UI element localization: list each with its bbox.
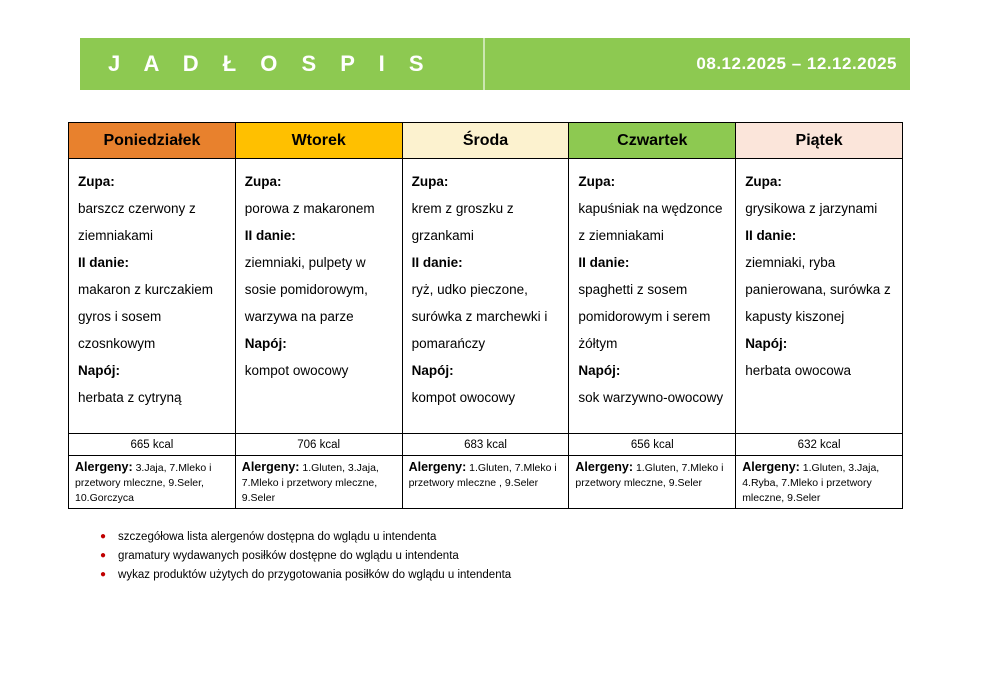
- day-header-wtorek: Wtorek: [235, 123, 402, 159]
- allergen-row: [69, 456, 903, 509]
- course-text: herbata z cytryną: [78, 390, 182, 405]
- course-label: Zupa:: [78, 174, 115, 189]
- bullet-icon: ●: [100, 550, 107, 561]
- note-text: gramatury wydawanych posiłków dostępne do wglądu u intendenta: [118, 550, 459, 562]
- day-header-czwartek: Czwartek: [569, 123, 736, 159]
- kcal-row: [69, 434, 903, 456]
- banner-date-section: [483, 38, 910, 90]
- course-label: Zupa:: [578, 174, 616, 189]
- day-header-sroda: Środa: [402, 123, 569, 159]
- allergens-poniedzialek: [69, 456, 236, 509]
- note-text: szczegółowa lista alergenów dostępna do wglądu u intendenta: [118, 531, 437, 543]
- page-title: J A D Ł O S P I S: [108, 51, 433, 76]
- course-label: II danie:: [745, 228, 797, 243]
- meals-czwartek: [569, 159, 736, 434]
- course-label: Zupa:: [244, 174, 282, 189]
- allergens-label: Alergeny:: [575, 460, 634, 474]
- kcal-piatek: 632 kcal: [736, 434, 903, 456]
- course-text: spaghetti z sosem pomidorowym i serem żółtym: [578, 282, 711, 351]
- course-text: grysikowa z jarzynami: [745, 201, 878, 216]
- course-text: ryż, udko pieczone, surówka z marchewki i pomarańczy: [411, 282, 548, 351]
- date-range: 08.12.2025 – 12.12.2025: [696, 54, 897, 73]
- course-label: Napój:: [411, 363, 454, 378]
- course-text: ziemniaki, ryba panierowana, surówka z kapusty kiszonej: [745, 255, 891, 324]
- kcal-wtorek: 706 kcal: [235, 434, 402, 456]
- course-label: II danie:: [578, 255, 630, 270]
- course-text: ziemniaki, pulpety w sosie pomidorowym, warzywa na parze: [244, 255, 368, 324]
- course-label: II danie:: [411, 255, 463, 270]
- meals-sroda: [402, 159, 569, 434]
- list-item: [100, 531, 511, 543]
- allergens-text: 1.Gluten, 3.Jaja, 7.Mleko i przetwory mleczne, 9.Seler: [241, 462, 379, 504]
- bullet-icon: ●: [100, 569, 107, 580]
- meals-row: [69, 159, 903, 434]
- kcal-poniedzialek: 665 kcal: [69, 434, 236, 456]
- allergens-label: Alergeny:: [75, 460, 133, 474]
- meals-wtorek: [235, 159, 402, 434]
- allergens-sroda: [402, 456, 569, 509]
- allergens-label: Alergeny:: [742, 460, 800, 474]
- course-label: Napój:: [578, 363, 621, 378]
- allergens-wtorek: [235, 456, 402, 509]
- allergens-text: 1.Gluten, 3.Jaja, 4.Ryba, 7.Mleko i przetwory mleczne, 9.Seler: [742, 462, 880, 504]
- course-text: kapuśniak na wędzonce z ziemniakami: [578, 201, 723, 243]
- allergens-piatek: [736, 456, 903, 509]
- banner: [80, 38, 910, 90]
- course-text: barszcz czerwony z ziemniakami: [78, 201, 196, 243]
- day-header-row: [69, 123, 903, 159]
- day-header-piatek: Piątek: [736, 123, 903, 159]
- course-text: makaron z kurczakiem gyros i sosem czosnkowym: [78, 282, 214, 351]
- banner-title-section: [80, 38, 483, 90]
- course-label: Napój:: [745, 336, 788, 351]
- allergens-czwartek: [569, 456, 736, 509]
- day-header-poniedzialek: Poniedziałek: [69, 123, 236, 159]
- kcal-czwartek: 656 kcal: [569, 434, 736, 456]
- kcal-sroda: 683 kcal: [402, 434, 569, 456]
- course-label: Napój:: [244, 336, 287, 351]
- course-label: Napój:: [78, 363, 120, 378]
- allergens-text: 3.Jaja, 7.Mleko i przetwory mleczne, 9.Seler, 10.Gorczyca: [75, 462, 212, 504]
- allergens-label: Alergeny:: [241, 460, 300, 474]
- course-text: kompot owocowy: [244, 363, 349, 378]
- meals-piatek: [736, 159, 903, 434]
- course-text: porowa z makaronem: [244, 201, 375, 216]
- course-text: herbata owocowa: [745, 363, 852, 378]
- allergens-text: 1.Gluten, 7.Mleko i przetwory mleczne, 9.Seler: [575, 462, 724, 489]
- course-label: Zupa:: [745, 174, 782, 189]
- course-label: Zupa:: [411, 174, 449, 189]
- allergens-label: Alergeny:: [408, 460, 467, 474]
- footer-notes: [100, 531, 511, 588]
- meals-poniedzialek: [69, 159, 236, 434]
- bullet-icon: ●: [100, 531, 107, 542]
- course-label: II danie:: [78, 255, 130, 270]
- course-text: sok warzywno-owocowy: [578, 390, 724, 405]
- course-text: krem z groszku z grzankami: [411, 201, 514, 243]
- course-label: II danie:: [244, 228, 296, 243]
- list-item: [100, 550, 511, 562]
- course-text: kompot owocowy: [411, 390, 516, 405]
- menu-table: [68, 122, 903, 509]
- list-item: [100, 569, 511, 581]
- note-text: wykaz produktów użytych do przygotowania posiłków do wglądu u intendenta: [118, 569, 512, 581]
- allergens-text: 1.Gluten, 7.Mleko i przetwory mleczne , 9.Seler: [408, 462, 557, 489]
